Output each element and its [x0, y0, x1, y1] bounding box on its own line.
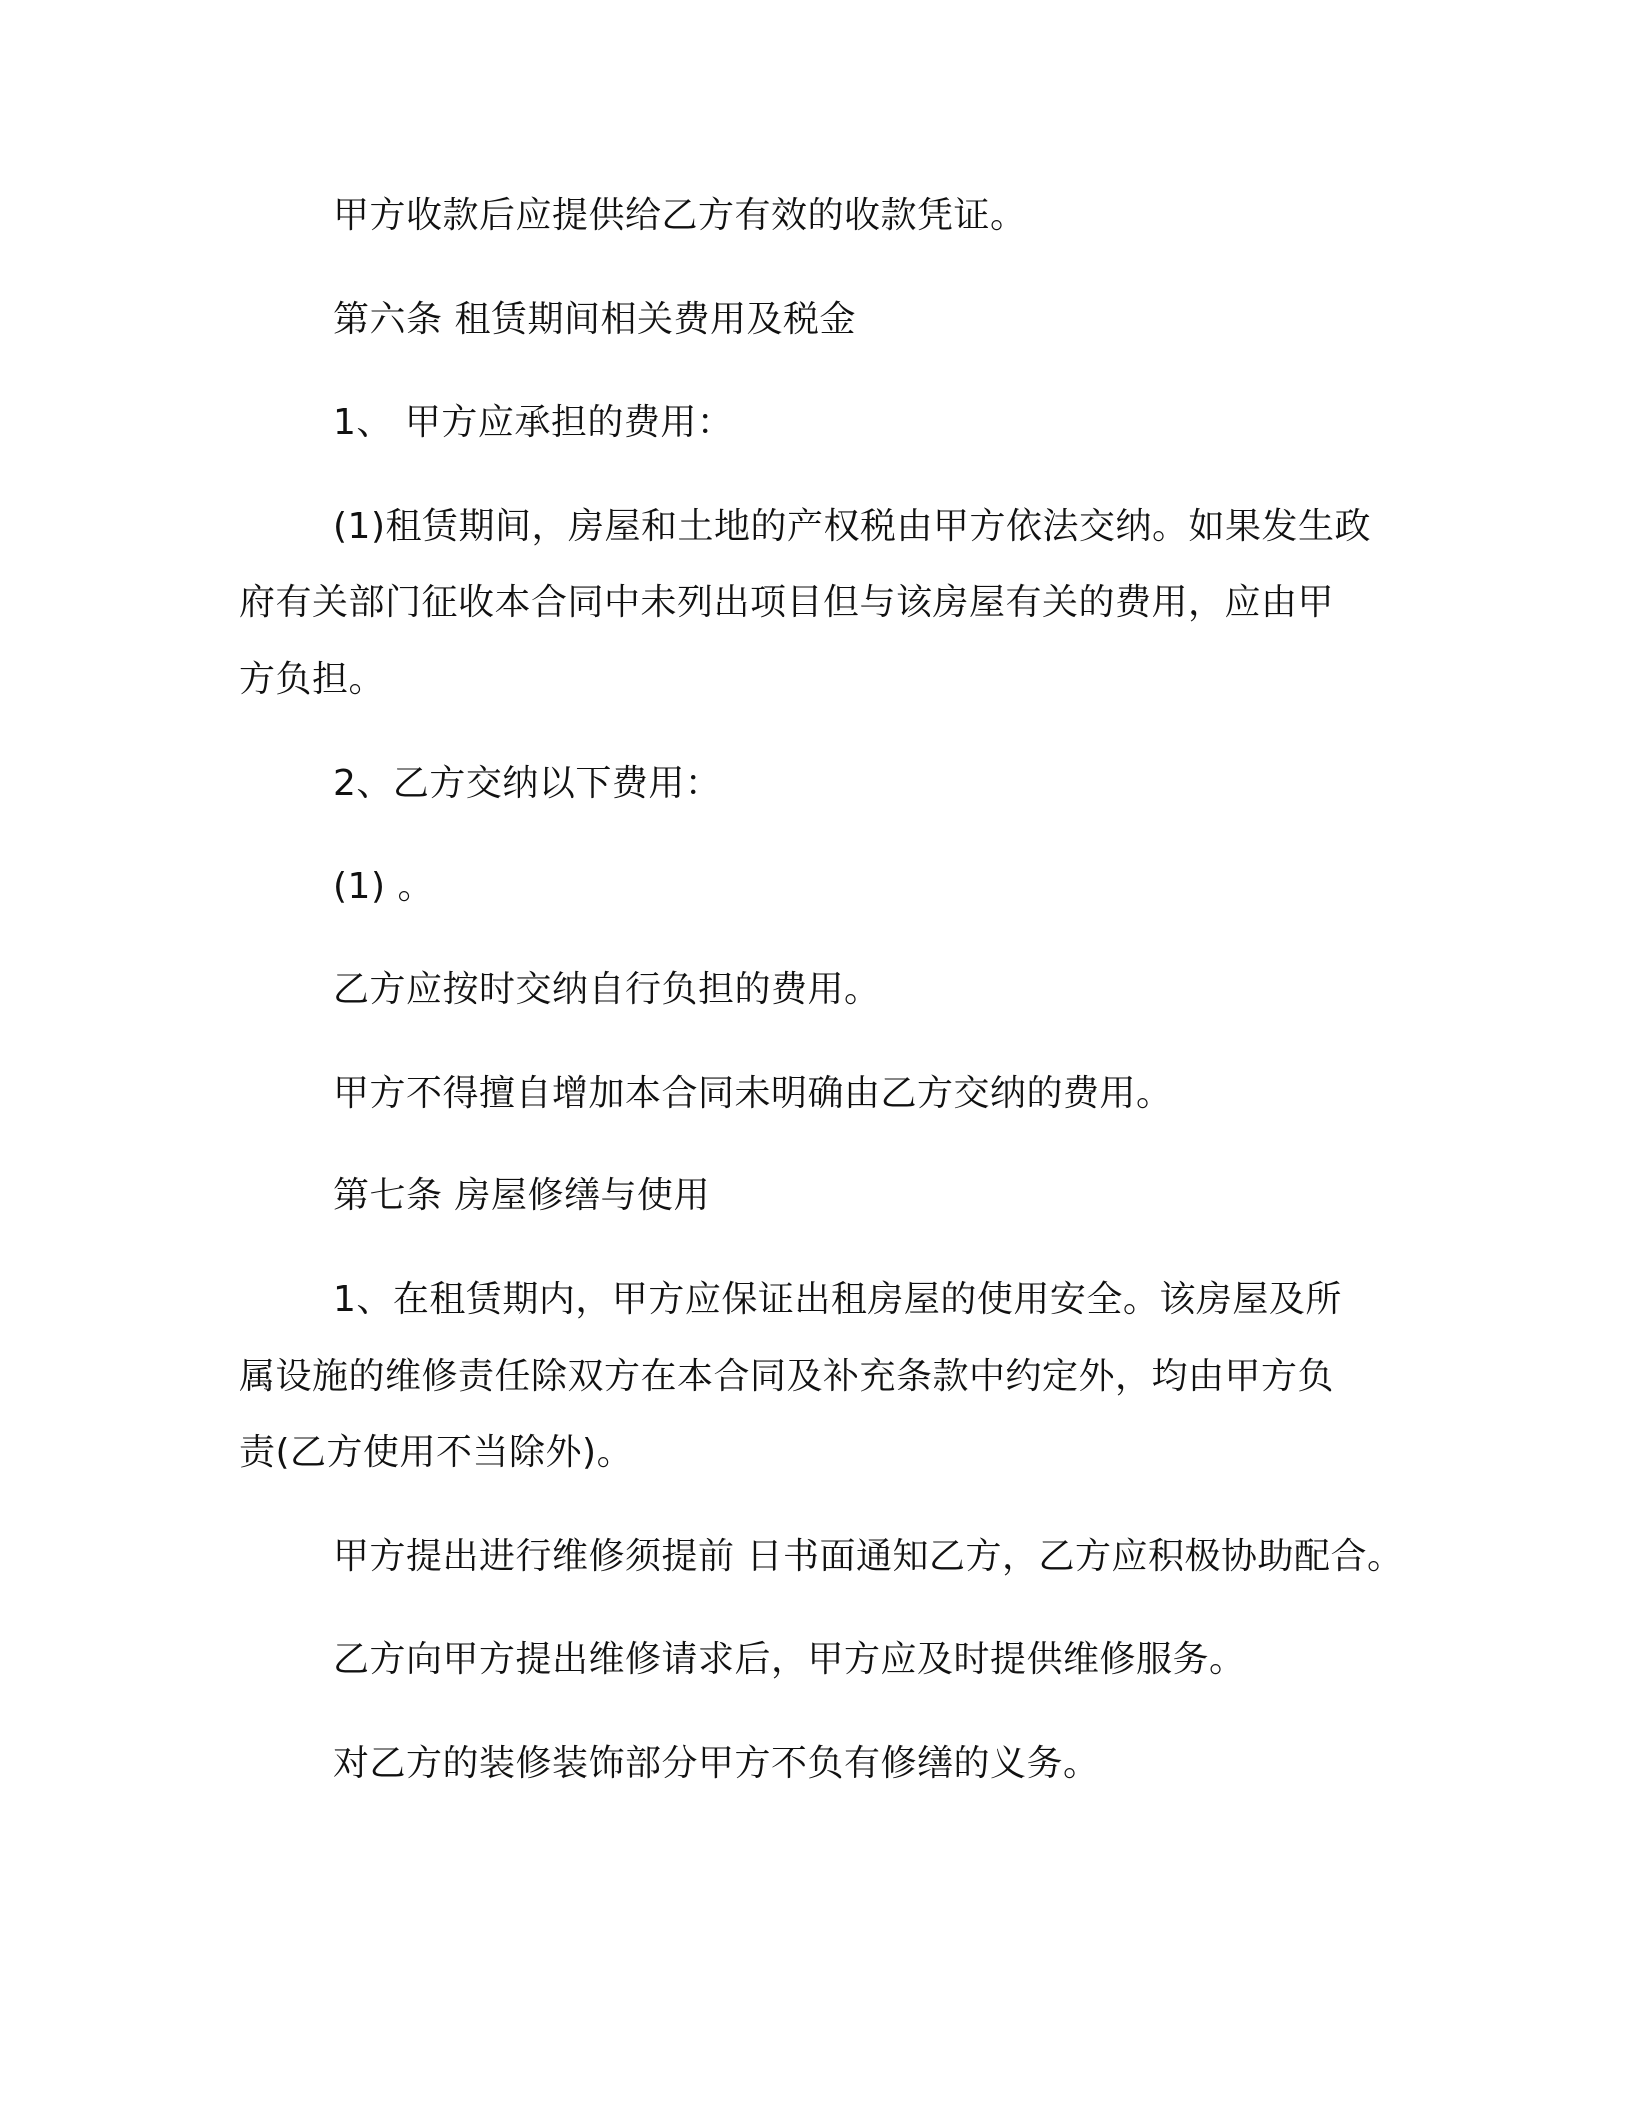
article-6-item-1-heading: 1、 甲方应承担的费用：: [333, 402, 734, 443]
article-6-heading: 第六条 租赁期间相关费用及税金: [333, 299, 856, 340]
paragraph-pay-own-fees: 乙方应按时交纳自行负担的费用。: [333, 969, 881, 1010]
article-7-heading: 第七条 房屋修缮与使用: [333, 1175, 710, 1216]
paragraph-repair-notice: 甲方提出进行维修须提前 日书面通知乙方，乙方应积极协助配合。: [333, 1536, 1404, 1577]
article-6-item-2-heading: 2、乙方交纳以下费用：: [333, 763, 722, 804]
article-7-item-1-line-3: 责(乙方使用不当除外)。: [239, 1432, 634, 1473]
paragraph-no-extra-fees: 甲方不得擅自增加本合同未明确由乙方交纳的费用。: [333, 1073, 1173, 1114]
paragraph-repair-request: 乙方向甲方提出维修请求后，甲方应及时提供维修服务。: [333, 1639, 1246, 1680]
article-6-item-1-1-line-1: (1)租赁期间，房屋和土地的产权税由甲方依法交纳。如果发生政: [333, 506, 1371, 547]
paragraph-receipt-voucher: 甲方收款后应提供给乙方有效的收款凭证。: [333, 195, 1027, 236]
article-6-item-1-1-line-3: 方负担。: [239, 659, 386, 700]
paragraph-decoration-repair: 对乙方的装修装饰部分甲方不负有修缮的义务。: [333, 1743, 1100, 1784]
article-6-item-2-1: (1) 。: [333, 866, 434, 907]
article-7-item-1-line-1: 1、在租赁期内，甲方应保证出租房屋的使用安全。该房屋及所: [333, 1279, 1342, 1320]
article-6-item-1-1-line-2: 府有关部门征收本合同中未列出项目但与该房屋有关的费用，应由甲: [239, 582, 1335, 623]
article-7-item-1-line-2: 属设施的维修责任除双方在本合同及补充条款中约定外，均由甲方负: [239, 1356, 1335, 1397]
